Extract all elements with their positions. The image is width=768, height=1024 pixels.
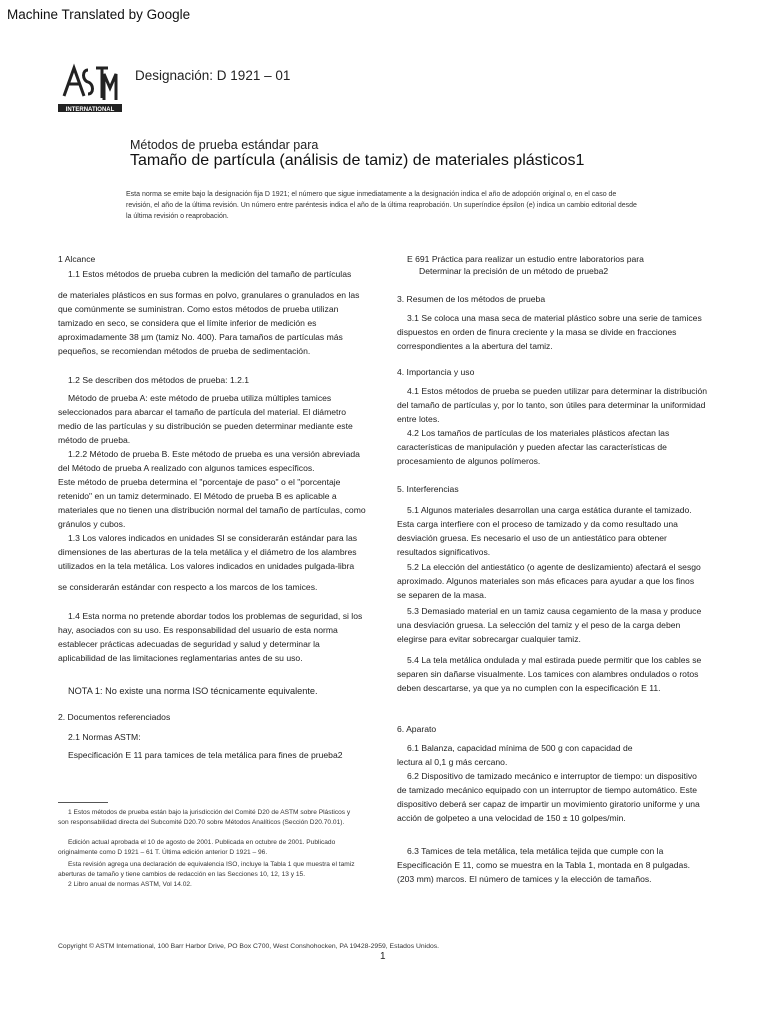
svg-text:INTERNATIONAL: INTERNATIONAL (65, 107, 115, 113)
right-column-line: Especificación E 11, como se muestra en la Tabla 1, montada en 8 pulgadas. (397, 860, 691, 870)
footnote-rule (58, 802, 108, 803)
right-column-line: 4.2 Los tamaños de partículas de los materiales plásticos afectan las (407, 428, 670, 438)
designation: Designación: D 1921 – 01 (135, 68, 291, 83)
left-column-line: 1.2.2 Método de prueba B. Este método de prueba es una versión abreviada (68, 449, 360, 459)
right-column-line: Determinar la precisión de un método de prueba2 (419, 266, 609, 276)
right-column-line: 5.2 La elección del antiestático (o agente de deslizamiento) afectará el sesgo (407, 562, 701, 572)
right-column-line: dispuestos en orden de finura creciente y la masa se divide en fracciones (397, 327, 677, 337)
left-column-line: hay, asociados con su uso. Es responsabilidad del usuario de esta norma (58, 625, 338, 635)
left-column-line: establecer prácticas adecuadas de seguridad y salud y determinar la (58, 639, 320, 649)
right-column-line: desviación gruesa. Es necesario el uso de un antiestático para obtener (397, 533, 667, 543)
document-title: Tamaño de partícula (análisis de tamiz) de materiales plásticos1 (130, 152, 585, 169)
left-column-line: 1.4 Esta norma no pretende abordar todos los problemas de seguridad, si los (68, 611, 363, 621)
left-column-line: Especificación E 11 para tamices de tela metálica para fines de prueba2 (68, 750, 343, 760)
footnotes-line: Esta revisión agrega una declaración de equivalencia ISO, incluye la Tabla 1 que muestra el tamiz (68, 861, 355, 868)
right-column-line: 5.3 Demasiado material en un tamiz causa cegamiento de la masa y produce (407, 606, 702, 616)
left-column-line: 2. Documentos referenciados (58, 712, 171, 722)
left-column-line: 1.3 Los valores indicados en unidades SI se considerarán estándar para las (68, 533, 358, 543)
right-column-line: de tamizado mecánico equipado con un interruptor de tiempo automático. Este (397, 785, 698, 795)
right-column-line: del tamaño de partículas y, por lo tanto, son útiles para determinar la uniformidad (397, 400, 706, 410)
right-column-line: 5.1 Algunos materiales desarrollan una carga estática durante el tamizado. (407, 505, 692, 515)
intro-paragraph (126, 189, 646, 222)
left-column-line: seleccionados para abarcar el tamaño de partícula del material. El diámetro (58, 407, 347, 417)
footnotes-line: 1 Estos métodos de prueba están bajo la jurisdicción del Comité D20 de ASTM sobre Plásticos y (68, 809, 351, 816)
left-column-line: pequeños, se recomiendan métodos de prueba de sedimentación. (58, 346, 311, 356)
right-column-line: 6.1 Balanza, capacidad mínima de 500 g con capacidad de (407, 743, 633, 753)
left-column-line: NOTA 1: No existe una norma ISO técnicamente equivalente. (68, 686, 318, 696)
right-column-line: 5. Interferencias (397, 484, 459, 494)
footnotes-line: aberturas de tamaño y tiene cambios de redacción en las Secciones 10, 12, 13 y 15. (58, 871, 306, 878)
right-column-line: entre lotes. (397, 414, 440, 424)
footnotes-line: son responsabilidad directa del Subcomité D20.70 sobre Métodos Analíticos (Sección D20.70.01). (58, 819, 345, 826)
left-column-line: medio de las partículas y su distribución se pueden determinar mediante este (58, 421, 353, 431)
right-column-line: 6.2 Dispositivo de tamizado mecánico e interruptor de tiempo: un dispositivo (407, 771, 697, 781)
right-column-line: dispositivo deberá ser capaz de impartir un movimiento giratorio uniforme y una (397, 799, 700, 809)
copyright: Copyright © ASTM International, 100 Barr Harbor Drive, PO Box C700, West Conshohocken, PA 19428-2959, Estados Unidos. (58, 943, 440, 950)
right-column-line: características de manipulación y pueden afectar las características de (397, 442, 667, 452)
left-column-line: Este método de prueba determina el "porcentaje de paso" o el "porcentaje (58, 477, 341, 487)
left-column-line: método de prueba. (58, 435, 131, 445)
right-column-line: acción de golpeteo a una velocidad de 150 ± 10 golpes/min. (397, 813, 626, 823)
intro-line: la última revisión o reaprobación. (126, 213, 229, 220)
intro-line: Esta norma se emite bajo la designación fija D 1921; el número que sigue inmediatamente a la designación indica el año de adopción original o, en el caso de (126, 191, 617, 198)
right-column-line: una desviación gruesa. La selección del tamiz y el peso de la carga deben (397, 620, 681, 630)
right-column-line: deben descartarse, ya que ya no cumplen con la especificación E 11. (397, 683, 661, 693)
left-column-line: aproximadamente 38 µm (tamiz No. 400). Para tamaños de partículas más (58, 332, 343, 342)
left-column-line: materiales que no tienen una distribución normal del tamaño de partículas, como (58, 505, 366, 515)
intro-line: revisión, el año de la última revisión. Un número entre paréntesis indica el año de la última reaprobación. Un superíndice épsilon (e) indica un cambio editorial desde (126, 202, 637, 209)
right-column-line: separen sin dañarse visualmente. Los tamices con alambres ondulados o rotos (397, 669, 699, 679)
left-column-line: 1.2 Se describen dos métodos de prueba: 1.2.1 (68, 375, 250, 385)
right-column-line: 3.1 Se coloca una masa seca de material plástico sobre una serie de tamices (407, 313, 702, 323)
left-column-line: de materiales plásticos en sus formas en polvo, granulares o granulados en las (58, 290, 360, 300)
left-column-line: dimensiones de las aberturas de la tela metálica y el diámetro de los alambres (58, 547, 357, 557)
left-column-line: 1 Alcance (58, 254, 96, 264)
left-column-line: se considerarán estándar con respecto a los marcos de los tamices. (58, 582, 318, 592)
left-column-line: tamizado en seco, se considera que el límite inferior de medición es (58, 318, 317, 328)
left-column-line: aplicabilidad de las limitaciones reglamentarias antes de su uso. (58, 653, 303, 663)
footnotes-line: originalmente como D 1921 – 61 T. Última edición anterior D 1921 – 96. (58, 849, 268, 856)
right-column-line: 6.3 Tamices de tela metálica, tela metálica tejida que cumple con la (407, 846, 664, 856)
right-column-line: Esta carga interfiere con el proceso de tamizado y da como resultado una (397, 519, 678, 529)
right-column-line: (203 mm) marcos. El número de tamices y la elección de tamaños. (397, 874, 652, 884)
right-column-line: E 691 Práctica para realizar un estudio entre laboratorios para (407, 254, 644, 264)
left-column-line: utilizados en la tela metálica. Los valores indicados en unidades pulgada-libra (58, 561, 355, 571)
left-column-line: Método de prueba A: este método de prueba utiliza múltiples tamices (68, 393, 332, 403)
left-column-line: del Método de prueba A realizado con algunos tamices específicos. (58, 463, 315, 473)
machine-translated-banner: Machine Translated by Google (7, 7, 191, 22)
right-column-line: 4.1 Estos métodos de prueba se pueden utilizar para determinar la distribución (407, 386, 708, 396)
right-column-line: 3. Resumen de los métodos de prueba (397, 294, 546, 304)
left-column-line: retenido" en un tamiz determinado. El Método de prueba B es aplicable a (58, 491, 337, 501)
footnotes-line: Edición actual aprobada el 10 de agosto de 2001. Publicada en octubre de 2001. Publicado (68, 839, 336, 846)
right-column-line: 4. Importancia y uso (397, 367, 475, 377)
left-column-line: 1.1 Estos métodos de prueba cubren la medición del tamaño de partículas (68, 269, 352, 279)
right-column-line: correspondientes a la abertura del tamiz. (397, 341, 553, 351)
title-line-1: Métodos de prueba estándar para (130, 138, 319, 152)
right-column-line: 6. Aparato (397, 724, 437, 734)
footnotes-line: 2 Libro anual de normas ASTM, Vol 14.02. (68, 881, 192, 888)
astm-logo (58, 60, 122, 116)
right-column-line: resultados significativos. (397, 547, 491, 557)
right-column-line: elegirse para evitar sobrecargar cualquier tamiz. (397, 634, 581, 644)
right-column-line: procesamiento de algunos polímeros. (397, 456, 541, 466)
left-column-line: que comúnmente se suministran. Como estos métodos de prueba utilizan (58, 304, 339, 314)
right-column-line: 5.4 La tela metálica ondulada y mal estirada puede permitir que los cables se (407, 655, 702, 665)
right-column-line: aproximado. Algunos materiales son más eficaces para ayudar a que los finos (397, 576, 695, 586)
page-number: 1 (380, 951, 386, 962)
right-column-line: se separen de la masa. (397, 590, 487, 600)
left-column-line: gránulos y cubos. (58, 519, 126, 529)
right-column-line: lectura al 0,1 g más cercano. (397, 757, 508, 767)
left-column-line: 2.1 Normas ASTM: (68, 732, 141, 742)
